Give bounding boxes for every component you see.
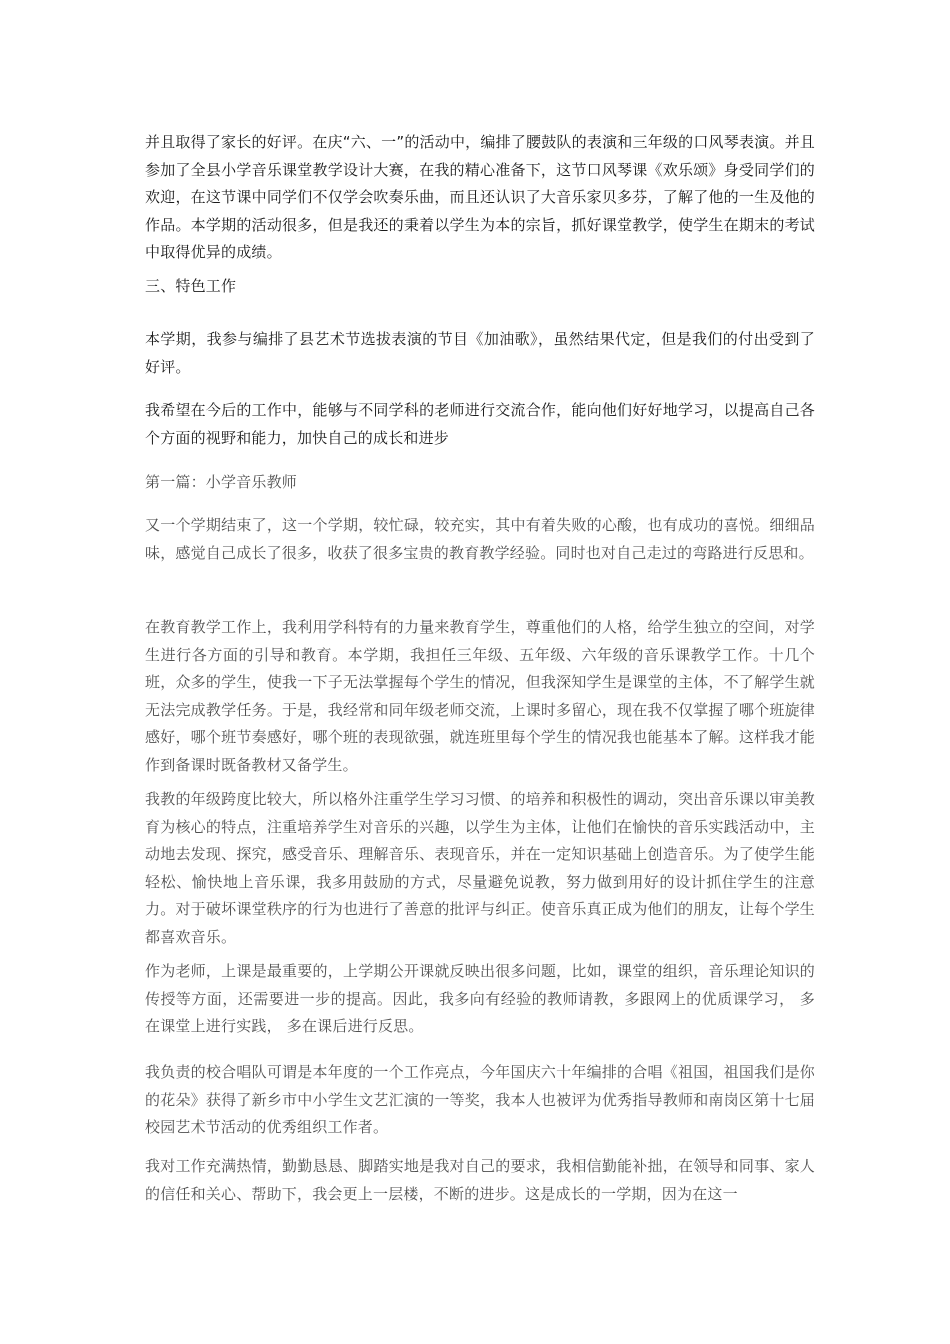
paragraph-lessons: 作为老师，上课是最重要的，上学期公开课就反映出很多问题，比如，课堂的组织，音乐理论知识的传授等方面，还需要进一步的提高。因此，我多向有经验的教师请教，多跟网上的优质课学习， 多在课堂上进行实践， 多在课后进行反思。: [145, 962, 815, 1035]
paragraph-semester-end: 又一个学期结束了，这一个学期，较忙碌，较充实，其中有着失败的心酸，也有成功的喜悦。细细品味，感觉自己成长了很多，收获了很多宝贵的教育教学经验。同时也对自己走过的弯路进行反思和。: [145, 516, 815, 562]
section-heading-special-work: 三、特色工作: [145, 277, 237, 295]
paragraph-grade-span: 我教的年级跨度比较大，所以格外注重学生学习习惯、的培养和积极性的调动，突出音乐课以审美教育为核心的特点，注重培养学生对音乐的兴趣，以学生为主体，让他们在愉快的音乐实践活动中，主动地去发现、探究，感受音乐、理解音乐、表现音乐，并在一定知识基础上创造音乐。为了使学生能轻松、愉快地上音乐课，我多用鼓励的方式，尽量避免说教，努力做到用好的设计抓住学生的注意力。对于破坏课堂秩序的行为也进行了善意的批评与纠正。使音乐真正成为他们的朋友，让每个学生都喜欢音乐。: [145, 790, 815, 946]
paragraph-art-festival: 本学期，我参与编排了县艺术节选拔表演的节目《加油歌》，虽然结果代定，但是我们的付出受到了好评。: [145, 330, 815, 376]
paragraph-choir: 我负责的校合唱队可谓是本年度的一个工作亮点，今年国庆六十年编排的合唱《祖国，祖国我们是你的花朵》获得了新乡市中小学生文艺汇演的一等奖，我本人也被评为优秀指导教师和南岗区第十七届校园艺术节活动的优秀组织工作者。: [145, 1063, 815, 1136]
paragraph-activities: 并且取得了家长的好评。在庆“六、一”的活动中，编排了腰鼓队的表演和三年级的口风琴表演。并且参加了全县小学音乐课堂教学设计大赛，在我的精心准备下，这节口风琴课《欢乐颂》身受同学们的欢迎，在这节课中同学们不仅学会吹奏乐曲，而且还认识了大音乐家贝多芬，了解了他的一生及他的作品。本学期的活动很多，但是我还的秉着以学生为本的宗旨，抓好课堂教学，使学生在期末的考试中取得优异的成绩。: [145, 133, 815, 261]
paragraph-future-hopes: 我希望在今后的工作中，能够与不同学科的老师进行交流合作，能向他们好好地学习，以提高自己各个方面的视野和能力，加快自己的成长和进步: [145, 401, 815, 447]
paragraph-enthusiasm: 我对工作充满热情，勤勤恳恳、脚踏实地是我对自己的要求，我相信勤能补拙，在领导和同事、家人的信任和关心、帮助下，我会更上一层楼，不断的进步。这是成长的一学期，因为在这一: [145, 1157, 815, 1203]
paragraph-teaching-work: 在教育教学工作上，我利用学科特有的力量来教育学生，尊重他们的人格，给学生独立的空间，对学生进行各方面的引导和教育。本学期，我担任三年级、五年级、六年级的音乐课教学工作。十几个班，众多的学生，使我一下子无法掌握每个学生的情况，但我深知学生是课堂的主体，不了解学生就无法完成教学任务。于是，我经常和同年级老师交流，上课时多留心，现在我不仅掌握了哪个班旋律感好，哪个班节奏感好，哪个班的表现欲强，就连班里每个学生的情况我也能基本了解。这样我才能作到备课时既备教材又备学生。: [145, 618, 815, 774]
article-title: 第一篇：小学音乐教师: [145, 473, 298, 491]
